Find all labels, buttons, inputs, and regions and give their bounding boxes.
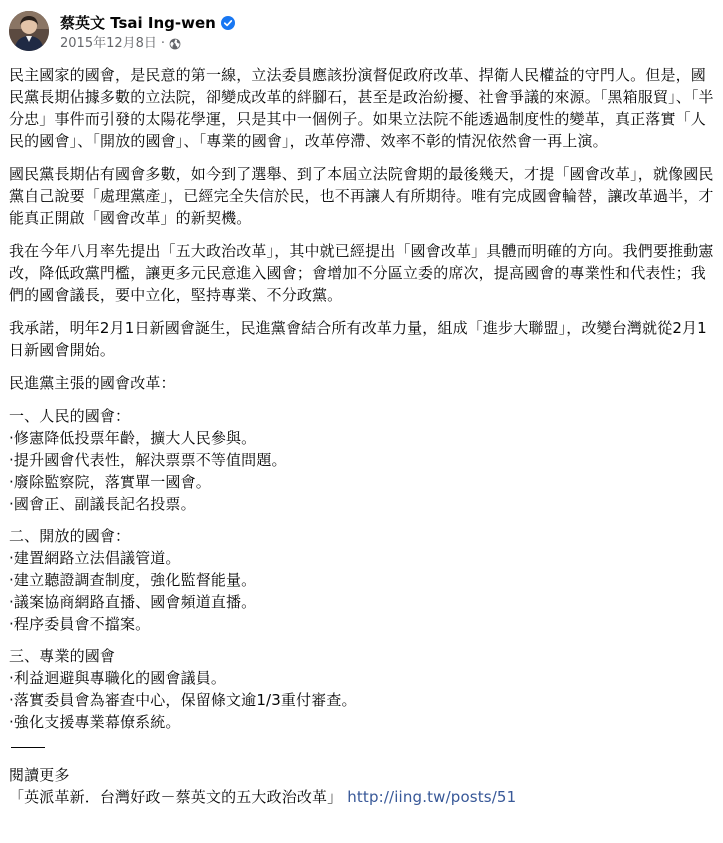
read-more-label: 閱讀更多 <box>9 766 70 784</box>
section-heading: 三、專業的國會 <box>9 647 116 665</box>
list-item: ‧建立聽證調查制度，強化監督能量。 <box>9 571 257 589</box>
post-body <box>9 64 715 808</box>
post-date[interactable]: 2015年12月8日 <box>60 36 157 51</box>
paragraph: 民進黨主張的國會改革： <box>9 374 176 392</box>
read-more-row <box>9 786 715 808</box>
read-more-link[interactable]: http://iing.tw/posts/51 <box>347 788 517 806</box>
paragraph: 民主國家的國會，是民意的第一線，立法委員應該扮演督促政府改革、捍衛人民權益的守門人。但是，國民黨長期佔據多數的立法院，卻變成改革的絆腳石，甚至是政治紛擾、社會爭議的來源。「黑箱服貿」、「半分忠」事件而引發的太陽花學運，只是其中一個例子。如果立法院不能透過制度性的變革，真正落實「人民的國會」、「開放的國會」、「專業的國會」，改革停滯、效率不彰的情況依然會一再上演。 <box>9 66 714 150</box>
post-header <box>9 11 709 55</box>
meta-separator: · <box>160 36 166 51</box>
list-item: ‧程序委員會不擋案。 <box>9 615 151 633</box>
section-heading: 一、人民的國會： <box>9 407 131 425</box>
list-item: ‧提升國會代表性，解決票票不等值問題。 <box>9 451 287 469</box>
paragraph: 國民黨長期佔有國會多數，如今到了選舉、到了本屆立法院會期的最後幾天，才提「國會改革」，就像國民黨自己說要「處理黨產」，已經完全失信於民，也不再讓人有所期待。唯有完成國會輪替，讓改革過半，才能真正開啟「國會改革」的新契機。 <box>9 165 714 227</box>
paragraph: 我在今年八月率先提出「五大政治改革」，其中就已經提出「國會改革」具體而明確的方向。我們要推動憲改，降低政黨門檻，讓更多元民意進入國會；會增加不分區立委的席次，提高國會的專業性和代表性；我們的國會議長，要中立化，堅持專業、不分政黨。 <box>9 242 714 304</box>
list-item: ‧廢除監察院，落實單一國會。 <box>9 473 211 491</box>
list-item: ‧利益迴避與專職化的國會議員。 <box>9 669 227 687</box>
list-item: ‧落實委員會為審查中心，保留條文逾1/3重付審查。 <box>9 691 357 709</box>
paragraph: 我承諾，明年2月1日新國會誕生，民進黨會結合所有改革力量，組成「進步大聯盟」，改變台灣就從2月1日新國會開始。 <box>9 319 707 359</box>
globe-icon[interactable] <box>169 38 181 50</box>
section-heading: 二、開放的國會： <box>9 527 131 545</box>
list-item: ‧強化支援專業幕僚系統。 <box>9 713 181 731</box>
post-meta <box>60 36 181 52</box>
author-row <box>60 14 235 32</box>
avatar[interactable] <box>9 11 49 51</box>
reform-section-people <box>9 405 715 515</box>
reform-section-professional <box>9 645 715 733</box>
list-item: ‧國會正、副議長記名投票。 <box>9 495 196 513</box>
author-name[interactable]: 蔡英文 Tsai Ing-wen <box>60 14 216 32</box>
read-more-title: 「英派革新．台灣好政－蔡英文的五大政治改革」 <box>9 788 343 806</box>
list-item: ‧建置網路立法倡議管道。 <box>9 549 181 567</box>
list-item: ‧議案協商網路直播、國會頻道直播。 <box>9 593 257 611</box>
divider <box>11 747 45 748</box>
profile-photo-icon <box>9 11 49 51</box>
verified-badge-icon <box>221 16 235 30</box>
list-item: ‧修憲降低投票年齡，擴大人民參與。 <box>9 429 257 447</box>
reform-section-open <box>9 525 715 635</box>
